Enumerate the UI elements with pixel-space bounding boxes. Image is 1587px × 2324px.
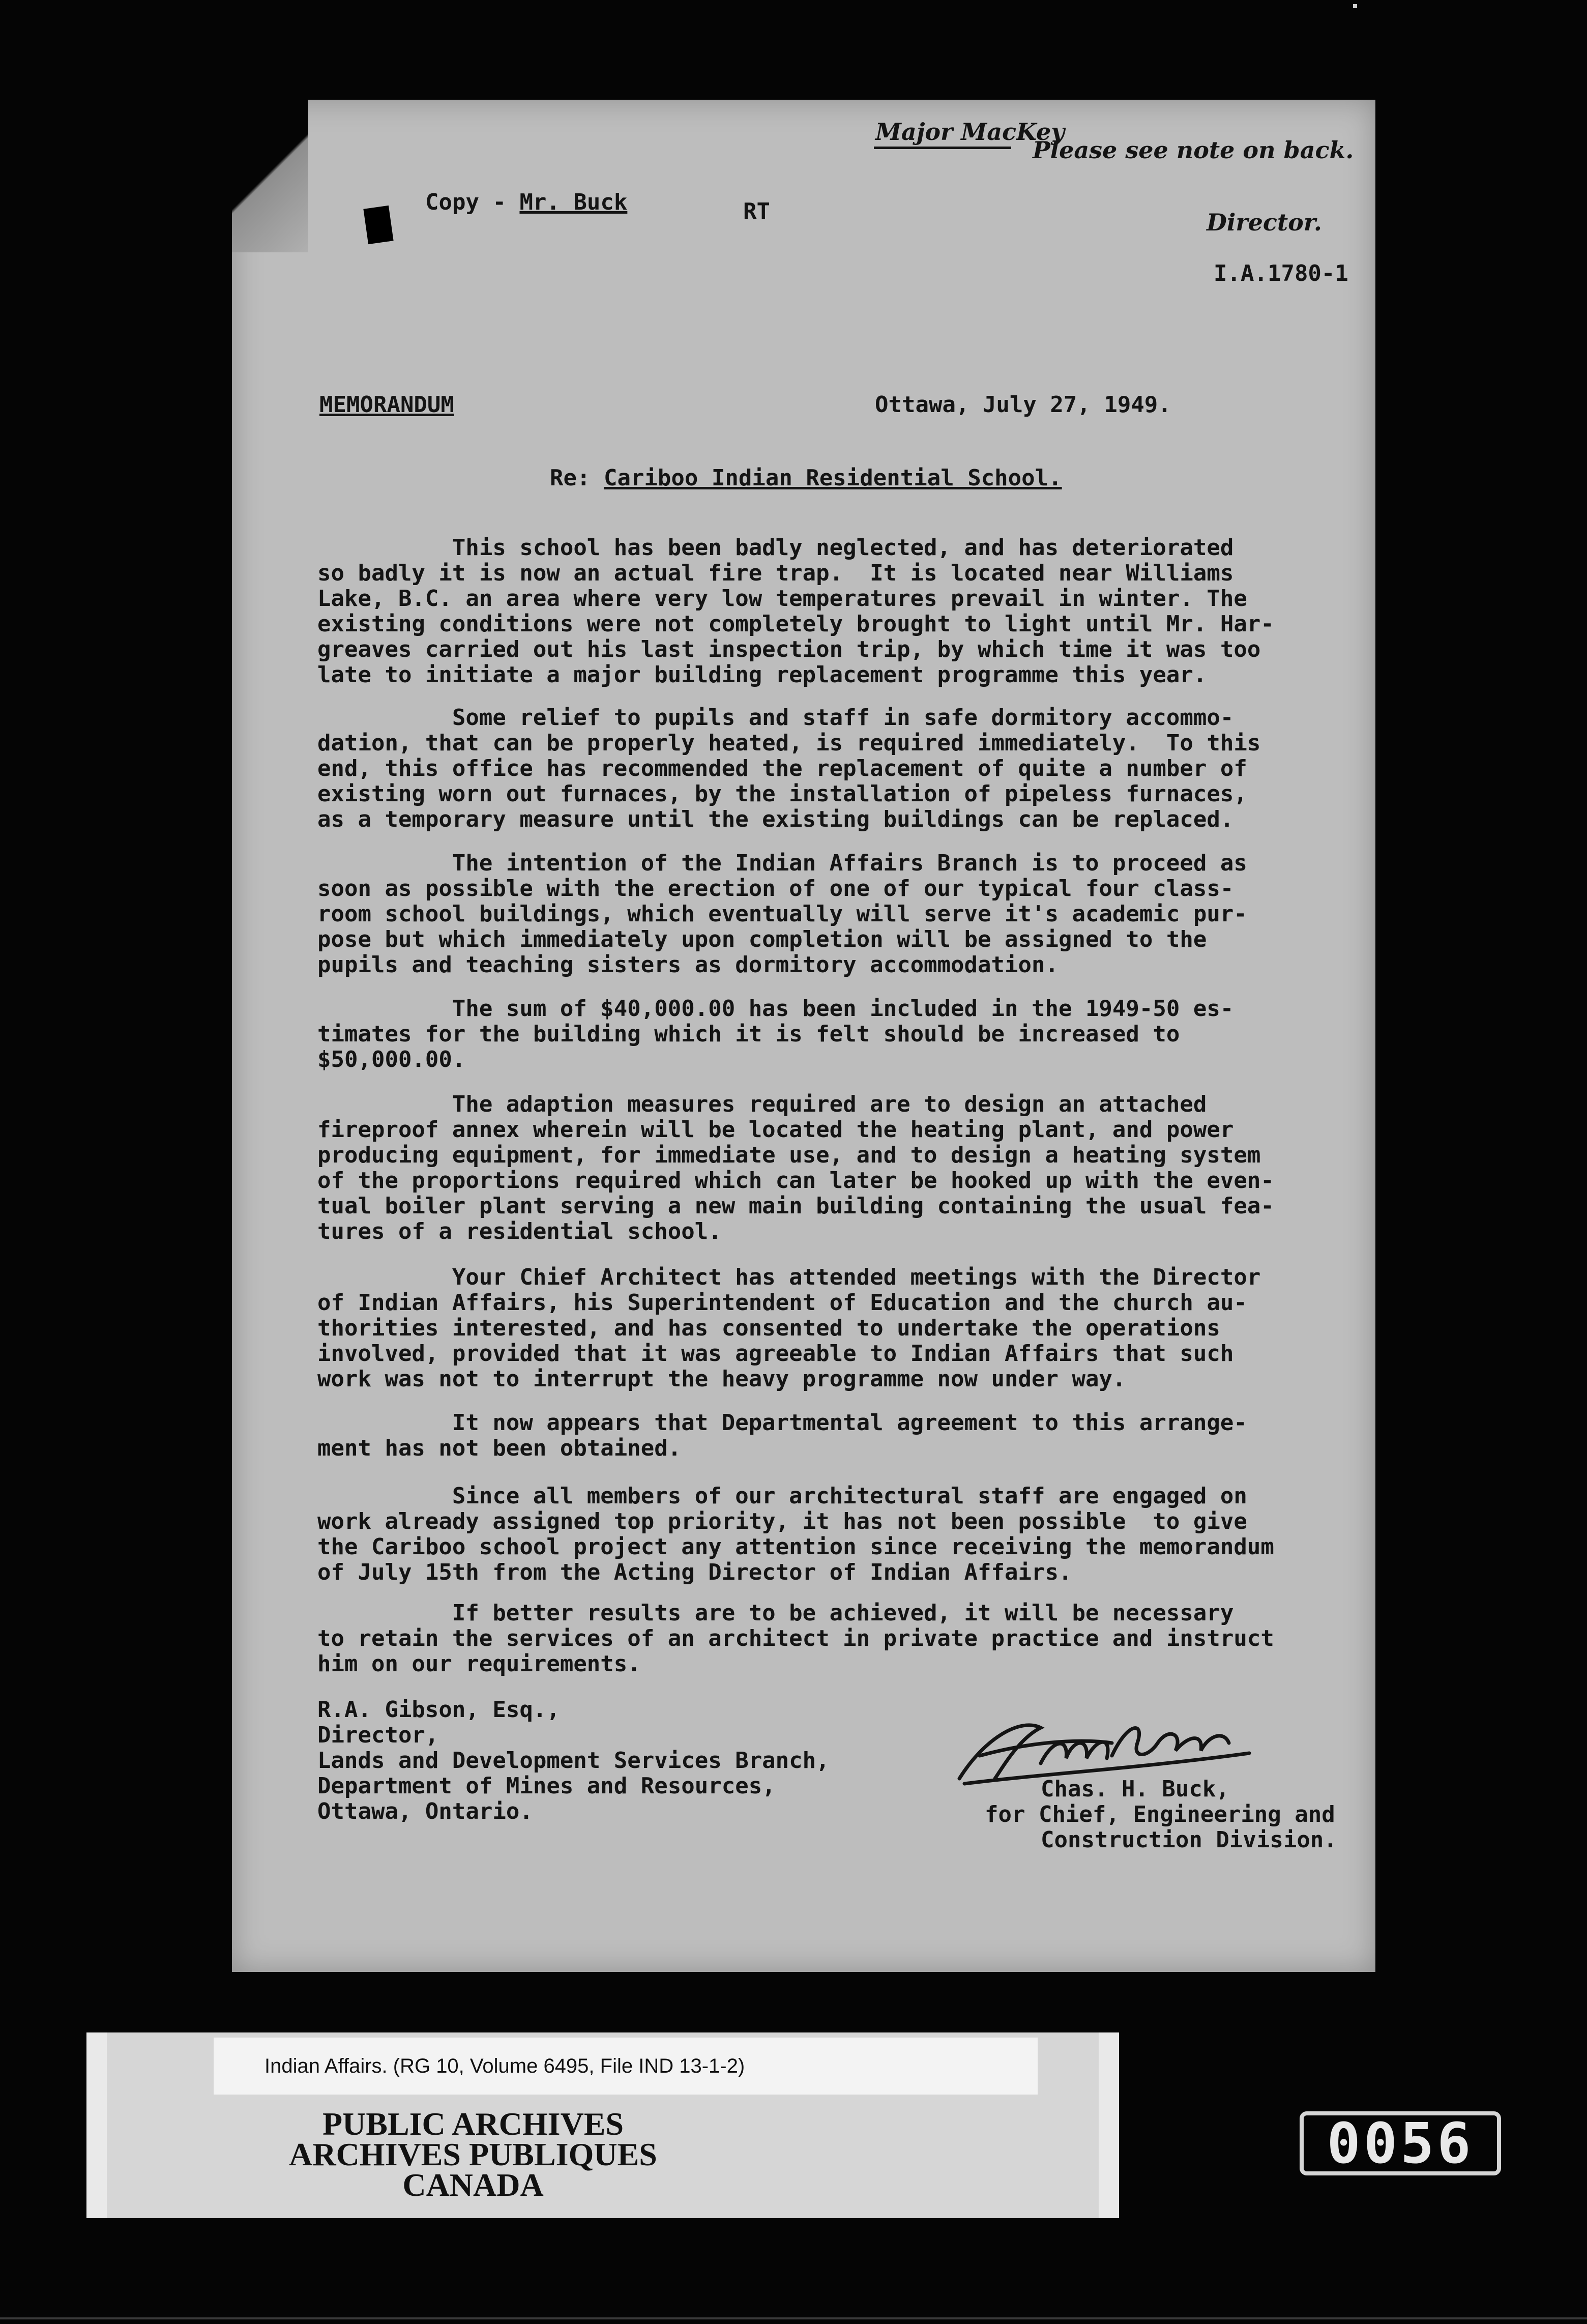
paragraph-6 (317, 1265, 1365, 1392)
handwritten-note: Please see note on back. (1033, 136, 1354, 164)
paragraph-1 (317, 535, 1365, 688)
paragraph-8 (317, 1484, 1365, 1585)
paragraph-line: him on our requirements. (317, 1651, 641, 1677)
paragraph-line: thorities interested, and has consented to undertake the operations (317, 1315, 1220, 1341)
paragraph-4 (317, 996, 1365, 1072)
folded-corner (232, 100, 308, 252)
paragraph-line: so badly it is now an actual fire trap. It is located near Williams (317, 560, 1234, 586)
archive-line: ARCHIVES PUBLIQUES (289, 2136, 657, 2172)
re-prefix: Re: (550, 465, 604, 491)
frame-number: 0056 (1300, 2111, 1501, 2175)
archive-line: PUBLIC ARCHIVES (322, 2106, 624, 2142)
film-mark-bottom (0, 2317, 1587, 2319)
paragraph-line: It now appears that Departmental agreement to this arrange- (317, 1410, 1247, 1436)
addressee-line: R.A. Gibson, Esq., (317, 1697, 560, 1723)
signatory-line: Chas. H. Buck, (1041, 1776, 1229, 1802)
paragraph-line: of the proportions required which can later be hooked up with the even- (317, 1168, 1274, 1194)
addressee-line: Ottawa, Ontario. (317, 1798, 533, 1824)
paragraph-line: end, this office has recommended the replacement of quite a number of (317, 756, 1247, 781)
paragraph-line: ment has not been obtained. (317, 1435, 682, 1461)
copy-label: Copy - (425, 189, 520, 215)
initials: RT (743, 198, 770, 224)
paragraph-line: The adaption measures required are to design an attached (317, 1091, 1207, 1117)
handwritten-director: Director. (1207, 209, 1322, 236)
paragraph-line: involved, provided that it was agreeable to Indian Affairs that such (317, 1341, 1234, 1367)
paragraph-line: room school buildings, which eventually will serve it's academic pur- (317, 901, 1247, 927)
paragraph-line: fireproof annex wherein will be located the heating plant, and power (317, 1117, 1234, 1143)
signatory-block (985, 1777, 1371, 1853)
archive-reference: Indian Affairs. (RG 10, Volume 6495, File IND 13-1-2) (214, 2038, 1038, 2095)
paragraph-line: existing conditions were not completely brought to light until Mr. Har- (317, 611, 1274, 637)
re-subject: Cariboo Indian Residential School. (603, 465, 1062, 491)
paragraph-line: work already assigned top priority, it has not been possible to give (317, 1508, 1247, 1534)
copy-line (425, 191, 627, 214)
paragraph-line: pupils and teaching sisters as dormitory accommodation. (317, 952, 1059, 978)
handwritten-major-mackey: Major MacKey (875, 118, 1065, 146)
signatory-line: for Chief, Engineering and (985, 1802, 1335, 1827)
memo-heading: MEMORANDUM (319, 392, 454, 418)
paragraph-line: Lake, B.C. an area where very low temperatures prevail in winter. The (317, 586, 1247, 612)
signatory-line: Construction Division. (1041, 1827, 1337, 1853)
paragraph-line: late to initiate a major building replacement programme this year. (317, 662, 1207, 688)
paragraph-5 (317, 1092, 1365, 1244)
paragraph-line: tures of a residential school. (317, 1218, 722, 1244)
paragraph-line: tual boiler plant serving a new main building containing the usual fea- (317, 1193, 1274, 1219)
paragraph-line: greaves carried out his last inspection trip, by which time it was too (317, 636, 1261, 662)
paragraph-line: The sum of $40,000.00 has been included in the 1949-50 es- (317, 996, 1234, 1022)
paragraph-2 (317, 705, 1365, 832)
paragraph-line: $50,000.00. (317, 1047, 466, 1072)
archive-stamp (219, 2106, 727, 2203)
addressee-line: Director, (317, 1722, 439, 1748)
paragraph-7 (317, 1410, 1365, 1461)
paragraph-line: soon as possible with the erection of one of our typical four class- (317, 876, 1234, 902)
file-reference: I.A.1780-1 (1214, 260, 1348, 286)
paragraph-line: Since all members of our architectural staff are engaged on (317, 1483, 1247, 1509)
paragraph-line: The intention of the Indian Affairs Branch is to proceed as (317, 850, 1247, 876)
memo-page (232, 100, 1375, 1972)
paragraph-line: dation, that can be properly heated, is required immediately. To this (317, 730, 1261, 756)
paragraph-line: of Indian Affairs, his Superintendent of Education and the church au- (317, 1290, 1247, 1316)
paragraph-line: to retain the services of an architect in private practice and instruct (317, 1625, 1274, 1651)
paragraph-line: If better results are to be achieved, it will be necessary (317, 1600, 1234, 1626)
copy-name: Mr. Buck (519, 189, 628, 215)
paragraph-line: timates for the building which it is felt should be increased to (317, 1021, 1180, 1047)
addressee-line: Department of Mines and Resources, (317, 1773, 776, 1799)
paragraph-3 (317, 851, 1365, 978)
archive-line: CANADA (402, 2167, 544, 2203)
paragraph-line: as a temporary measure until the existing buildings can be replaced. (317, 806, 1234, 832)
paragraph-line: pose but which immediately upon completion will be assigned to the (317, 926, 1207, 952)
memo-date: Ottawa, July 27, 1949. (875, 392, 1171, 418)
paragraph-line: producing equipment, for immediate use, and to design a heating system (317, 1142, 1261, 1168)
film-mark-top (1353, 4, 1357, 8)
re-line (550, 467, 1062, 489)
handwritten-underline (874, 147, 1011, 149)
paragraph-line: This school has been badly neglected, and has deteriorated (317, 535, 1234, 561)
paragraph-line: work was not to interrupt the heavy programme now under way. (317, 1366, 1126, 1392)
ink-blot (363, 206, 393, 244)
addressee-block (317, 1697, 979, 1824)
paragraph-line: Some relief to pupils and staff in safe dormitory accommo- (317, 705, 1234, 731)
paragraph-line: the Cariboo school project any attention since receiving the memorandum (317, 1534, 1274, 1560)
addressee-line: Lands and Development Services Branch, (317, 1748, 830, 1774)
paragraph-line: existing worn out furnaces, by the installation of pipeless furnaces, (317, 781, 1247, 807)
paragraph-line: of July 15th from the Acting Director of Indian Affairs. (317, 1559, 1072, 1585)
paragraph-9 (317, 1601, 1365, 1677)
paragraph-line: Your Chief Architect has attended meetings with the Director (317, 1264, 1261, 1290)
